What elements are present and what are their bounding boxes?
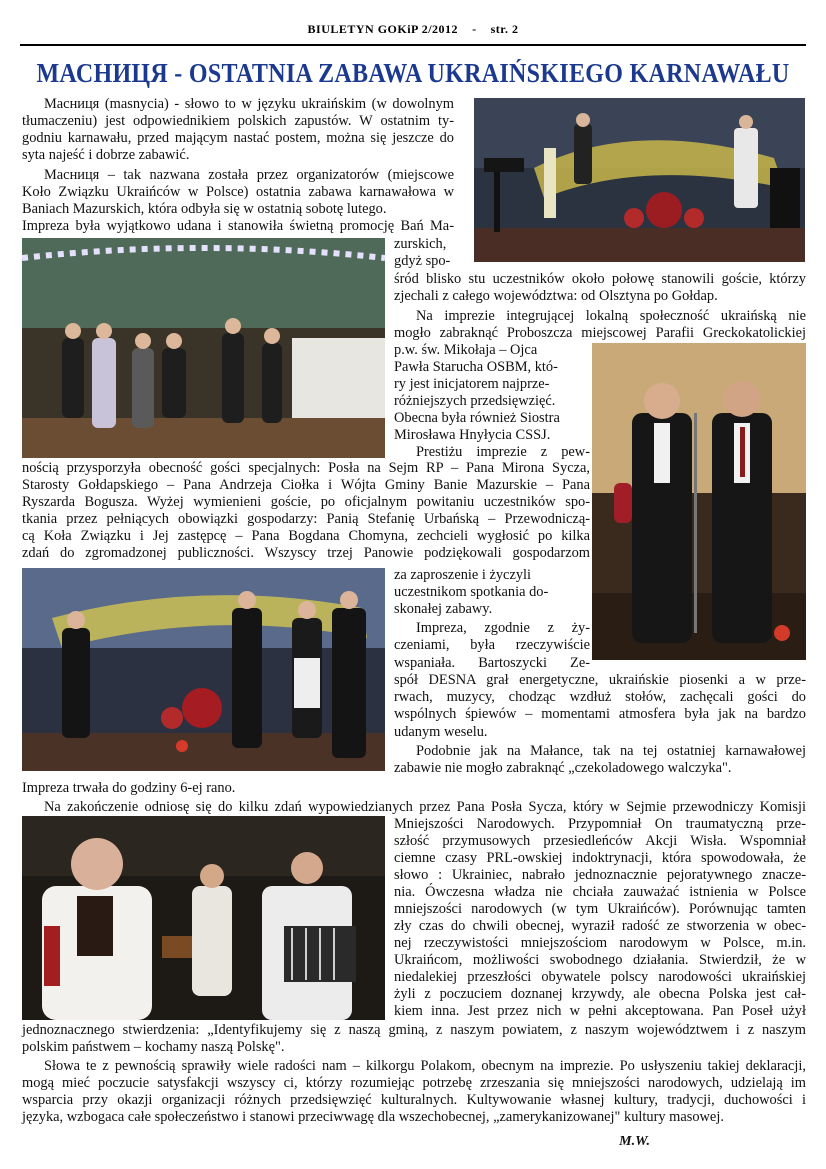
article-text-line: Масниця (masnycia) - słowo to w języku ukraińskim (w dowolnym: [44, 96, 454, 112]
article-text-line: tłumaczeniu) jest odpowiednikiem polskich zapustów. W ostatnim ty-: [22, 113, 454, 129]
article-text-line: mogło zabraknąć Proboszcza miejscowej Parafii Greckokatolickiej: [394, 325, 806, 341]
article-text-line: spół DESNA grał energetyczne, ukraińskie piosenki a w prze-: [394, 672, 806, 688]
article-text-line: zurskich,: [394, 236, 447, 252]
article-signature: M.W.: [619, 1134, 650, 1149]
article-text-line: Impreza, zgodnie z ży-: [416, 620, 590, 636]
article-text-line: Koło Związku Ukraińców w Polsce) ostatnia zabawa karnawałowa w: [22, 184, 454, 200]
article-text-line: Starosty Gołdapskiego – Pana Andrzeja Ciołka i Wójta Gminy Banie Mazurskie – Pana: [22, 477, 590, 493]
article-text-line: słowo : Ukrainiec, nabrało jednoznacznie pejoratywnego znacze-: [394, 867, 806, 883]
article-text-line: udanym weselu.: [394, 724, 488, 740]
article-text-line: Baniach Mazurskich, która odbyła się w ostatnią sobotę lutego.: [22, 201, 387, 217]
article-text-line: nością przysporzyła obecność gości specjalnych: Posła na Sejm RP – Pana Mirona Sycza,: [22, 460, 590, 476]
article-text-line: Impreza była wyjątkowo udana i stanowiła świetną promocję Bań Ma-: [22, 218, 454, 234]
article-text-line: syta najeść i dobrze zabawić.: [22, 147, 190, 163]
article-text-line: jednoznacznego stwierdzenia: „Identyfikujemy się z naszą gminą, z naszym powiatem, z naszym województwem i z naszym: [22, 1022, 806, 1038]
article-text-line: Ukraińcom, możliwości swobodnego działania. Stwierdził, że w: [394, 952, 806, 968]
header-separator: -: [472, 22, 477, 36]
article-text-line: Obecna była również Siostra: [394, 410, 560, 426]
article-text-line: Mniejszości Narodowych. Przypomniał On traumatyczną prze-: [394, 816, 806, 832]
article-text-line: mniejszości narodowych (w tym Ukraińców). Porównując tamten: [394, 901, 806, 917]
article-text-line: wspaniała. Bartoszycki Ze-: [394, 655, 590, 671]
article-text-line: ry jest inicjatorem najprze-: [394, 376, 550, 392]
article-text-line: polskim państwem – kochamy naszą Polskę".: [22, 1039, 285, 1055]
article-text-line: cą Koła Związku i Jej zastępcę – Pana Bogdana Chomyna, zechcieli wygłosić po kilka: [22, 528, 590, 544]
article-text-line: Prestiżu imprezie z pew-: [416, 444, 590, 460]
article-text-line: języka, wzbogaca całe społeczeństwo i stanowi przeciwwagę dla wszechobecnej, „zamerykanizowanej" kultury masowej.: [22, 1109, 724, 1125]
article-text-line: zły czas do chwili obecnej, wyraził radość ze stworzenia w obec-: [394, 918, 806, 934]
article-text-line: Pawła Starucha OSBM, któ-: [394, 359, 558, 375]
article-text-line: Impreza trwała do godziny 6-ej rano.: [22, 780, 236, 796]
article-text-line: rwach, muzycy, chodząc wzdłuż stołów, zachęcali gości do: [394, 689, 806, 705]
photo-band-and-guests: [22, 568, 385, 771]
article-text-line: kiem inna. Jest przez nich w pełni akceptowana. Pan Poseł użył: [394, 1003, 806, 1019]
article-text-line: zdań do zgromadzonej publiczności. Wszyscy trzej Panowie podziękowali gospodarzom: [22, 545, 590, 561]
article-text-line: Na zakończenie odniosę się do kilku zdań wypowiedzianych przez Pana Posła Sycza, który w Sejmie przewodniczy Komisji: [44, 799, 806, 815]
photo-dancing-couples: [22, 238, 385, 458]
article-text-line: p.w. św. Mikołaja – Ojca: [394, 342, 538, 358]
photo-band-on-stage: [474, 98, 805, 262]
article-text-line: Масниця – tak nazwana została przez organizatorów (miejscowe: [44, 167, 454, 183]
article-text-line: tkania przez pełniących obowiązki gospodarzy: Panią Stefanię Urbańską – Przewodniczą-: [22, 511, 590, 527]
article-text-line: Słowa te z pewnością sprawiły wiele radości nam – kilkorgu Polakom, obecnym na imprezie. Po usłyszeniu takiej deklaracji,: [44, 1058, 806, 1074]
article-text-line: zabawie nie mogło zabraknąć „czekoladowego walczyka".: [394, 760, 732, 776]
article-text-line: uczestnikom spotkania do-: [394, 584, 549, 600]
article-text-line: ciemne czasy PRL-owskiej indoktrynacji, która spowodowała, że: [394, 850, 806, 866]
article-text-line: szłość przymusowych przesiedleńców Akcji Wisła. Wspomniał: [394, 833, 806, 849]
article-text-line: Na imprezie integrującej lokalną społeczność ukraińską nie: [416, 308, 806, 324]
article-text-line: śród blisko stu uczestników około połowę stanowili goście, którzy: [394, 271, 806, 287]
article-text-line: skonałej zabawy.: [394, 601, 493, 617]
article-text-line: zjechali z całego województwa: od Olsztyna po Gołdap.: [394, 288, 718, 304]
photo-two-men-singing: [592, 343, 806, 660]
article-text-line: wspólnych śpiewów – momentami atmosfera była jak na bardzo: [394, 706, 806, 722]
article-text-line: Ryszarda Bogusza. Wyżej wymienieni goście, po oficjalnym powitaniu uczestników spo-: [22, 494, 590, 510]
article-text-line: nia. Ówczesna władza nie chciała zauważać istnienia w Polsce: [394, 884, 806, 900]
header-divider: [20, 44, 806, 46]
article-text-line: Mirosława Hnyłycia CSSJ.: [394, 427, 551, 443]
page-header: [0, 22, 826, 37]
article-text-line: Podobnie jak na Małance, tak na tej ostatniej karnawałowej: [416, 743, 806, 759]
article-text-line: nej rzeczywistości mniejszościom narodowym w Polsce, m.in.: [394, 935, 806, 951]
article-text-line: różniejszych przedsięwzięć.: [394, 393, 556, 409]
page-number: str. 2: [490, 22, 519, 36]
bulletin-title: BIULETYN GOKiP 2/2012: [307, 22, 459, 36]
article-text-line: czeniami, była rzeczywiście: [394, 637, 590, 653]
article-text-line: godniu karnawału, przed mającym nastać postem, można się jeszcze do: [22, 130, 454, 146]
article-text-line: mogą mieć poczucie satysfakcji wszyscy ci, którzy rozumiejąc potrzebę zrzeszania się mniejszości narodowych, udzielają im: [22, 1075, 806, 1091]
article-text-line: gdyż spo-: [394, 253, 451, 269]
photo-musicians-with-accordion: [22, 816, 385, 1020]
article-text-line: żyli z poczuciem doznanej krzywdy, ale obecna Polska jest cał-: [394, 986, 806, 1002]
article-text-line: wsparcia przy okazji organizacji różnych przedsięwzięć kulturalnych. Kultywowanie własnej kultury, tradycji, duchowości i: [22, 1092, 806, 1108]
article-text-line: za zaproszenie i życzyli: [394, 567, 532, 583]
article-text-line: niedalekiej przeszłości obywatele polscy narodowości ukraińskiej: [394, 969, 806, 985]
article-title: МАСНИЦЯ - OSTATNIA ZABAWA UKRAIŃSKIEGO KARNAWAŁU: [36, 59, 790, 89]
